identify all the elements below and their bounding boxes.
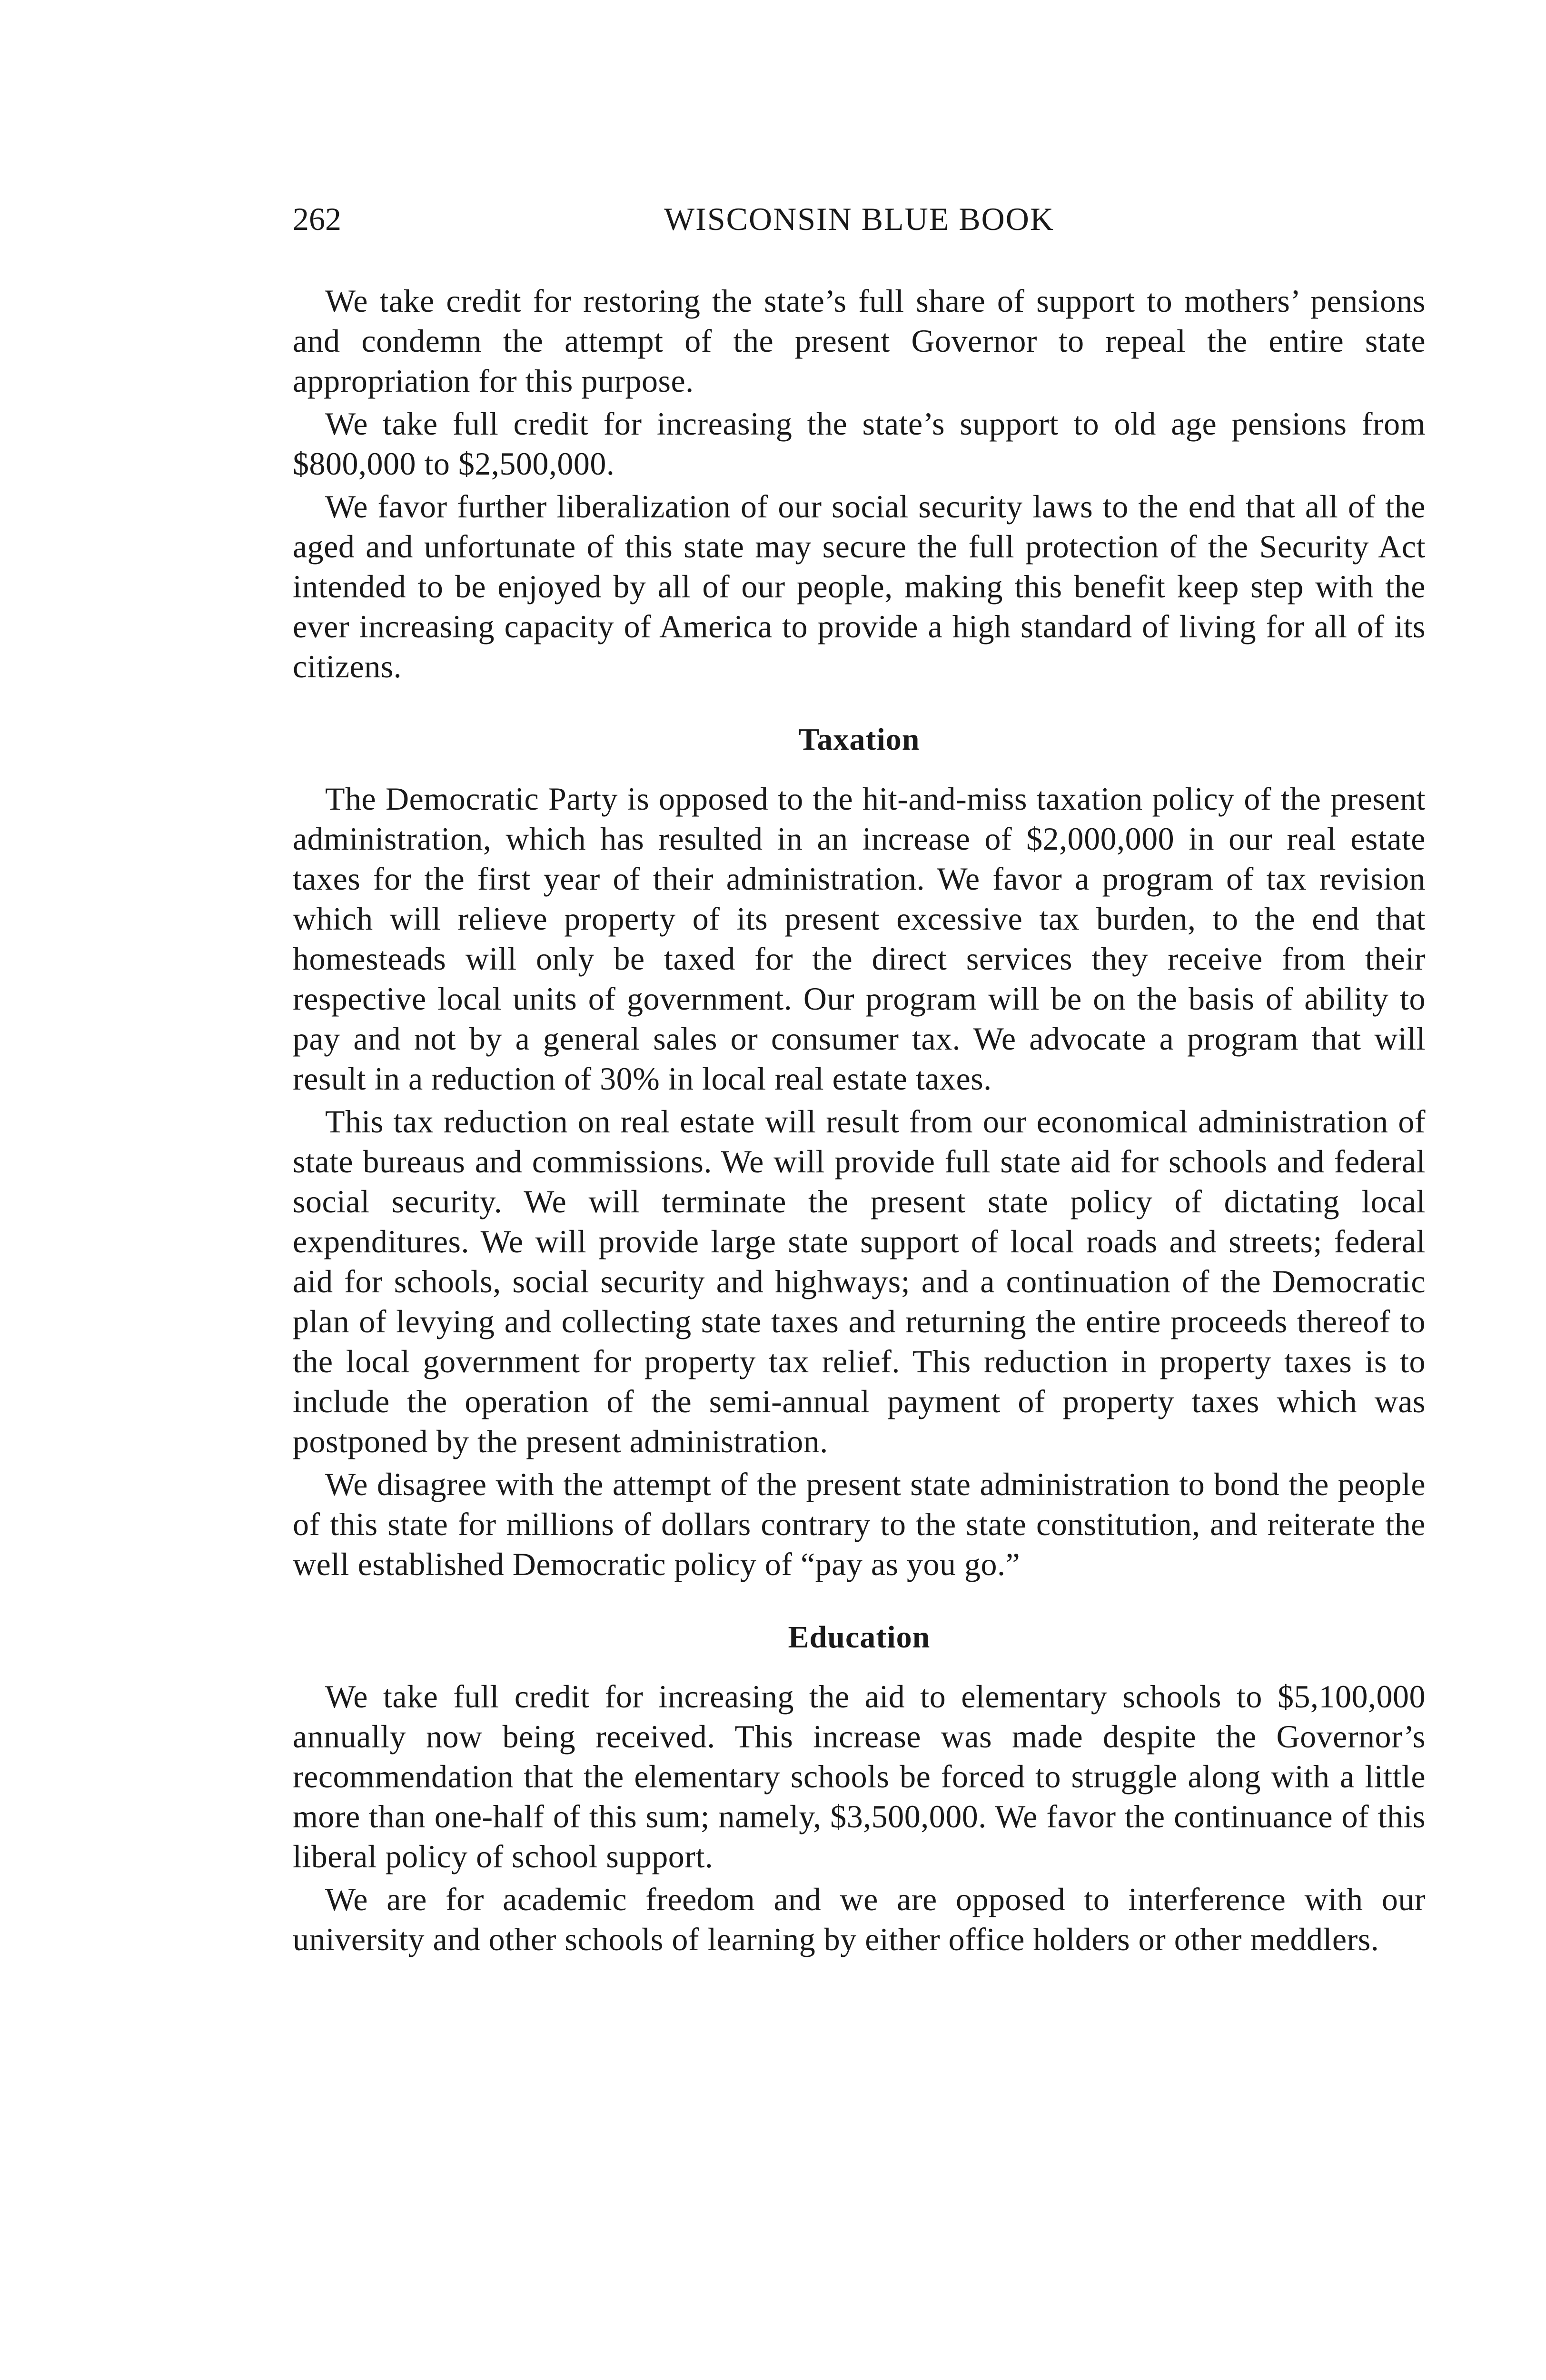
page-number: 262: [293, 201, 341, 237]
paragraph-bonding: We disagree with the attempt of the present state administration to bond the people of this state for millions of dollars contrary to the state constitution, and reiterate the well established Democratic policy of “pay as you go.”: [293, 1466, 1426, 1582]
section-heading-taxation: Taxation: [798, 722, 920, 757]
paragraph-social-security: We favor further liberalization of our social security laws to the end that all of the aged and unfortunate of this state may secure the full protection of the Security Act intended to be enjoyed by all of our people, making this benefit keep step with the ever increasing capacity of America to provide a high standard of living for all of its citizens.: [293, 488, 1426, 684]
book-page: [293, 190, 1426, 1962]
paragraph-taxation-policy: The Democratic Party is opposed to the hit-and-miss taxation policy of the present administration, which has resulted in an increase of $2,000,000 in our real estate taxes for the first year of their administration. We favor a program of tax revision which will relieve property of its present excessive tax burden, to the end that homesteads will only be taxed for the direct services they receive from their respective local units of government. Our program will be on the basis of ability to pay and not by a general sales or consumer tax. We advocate a program that will result in a reduction of 30% in local real estate taxes.: [293, 781, 1426, 1097]
paragraph-old-age-pensions: We take full credit for increasing the state’s support to old age pensions from $800,000 to $2,500,000.: [293, 406, 1426, 482]
running-head: [293, 190, 1426, 248]
paragraph-school-aid: We take full credit for increasing the aid to elementary schools to $5,100,000 annually now being received. This increase was made despite the Governor’s recommendation that the elementary schools be forced to struggle along with a little more than one-half of this sum; namely, $3,500,000. We favor the continuance of this liberal policy of school support.: [293, 1678, 1426, 1874]
paragraph-tax-reduction: This tax reduction on real estate will result from our economical administration of state bureaus and commissions. We will provide full state aid for schools and federal social security. We will terminate the present state policy of dictating local expenditures. We will provide large state support of local roads and streets; federal aid for schools, social security and highways; and a continuation of the Democratic plan of levying and collecting state taxes and returning the entire proceeds thereof to the local government for property tax relief. This reduction in property taxes is to include the operation of the semi-annual payment of property taxes which was postponed by the present administration.: [293, 1103, 1426, 1459]
intro-section: [293, 281, 1426, 686]
section-heading-education: Education: [788, 1620, 931, 1655]
book-title: WISCONSIN BLUE BOOK: [664, 201, 1054, 237]
education-section: [293, 1617, 1426, 1959]
paragraph-mothers-pensions: We take credit for restoring the state’s full share of support to mothers’ pensions and condemn the attempt of the present Governor to repeal the entire state appropriation for this purpose.: [293, 283, 1426, 399]
taxation-section: [293, 720, 1426, 1584]
paragraph-academic-freedom: We are for academic freedom and we are opposed to interference with our university and other schools of learning by either office holders or other meddlers.: [293, 1881, 1426, 1957]
